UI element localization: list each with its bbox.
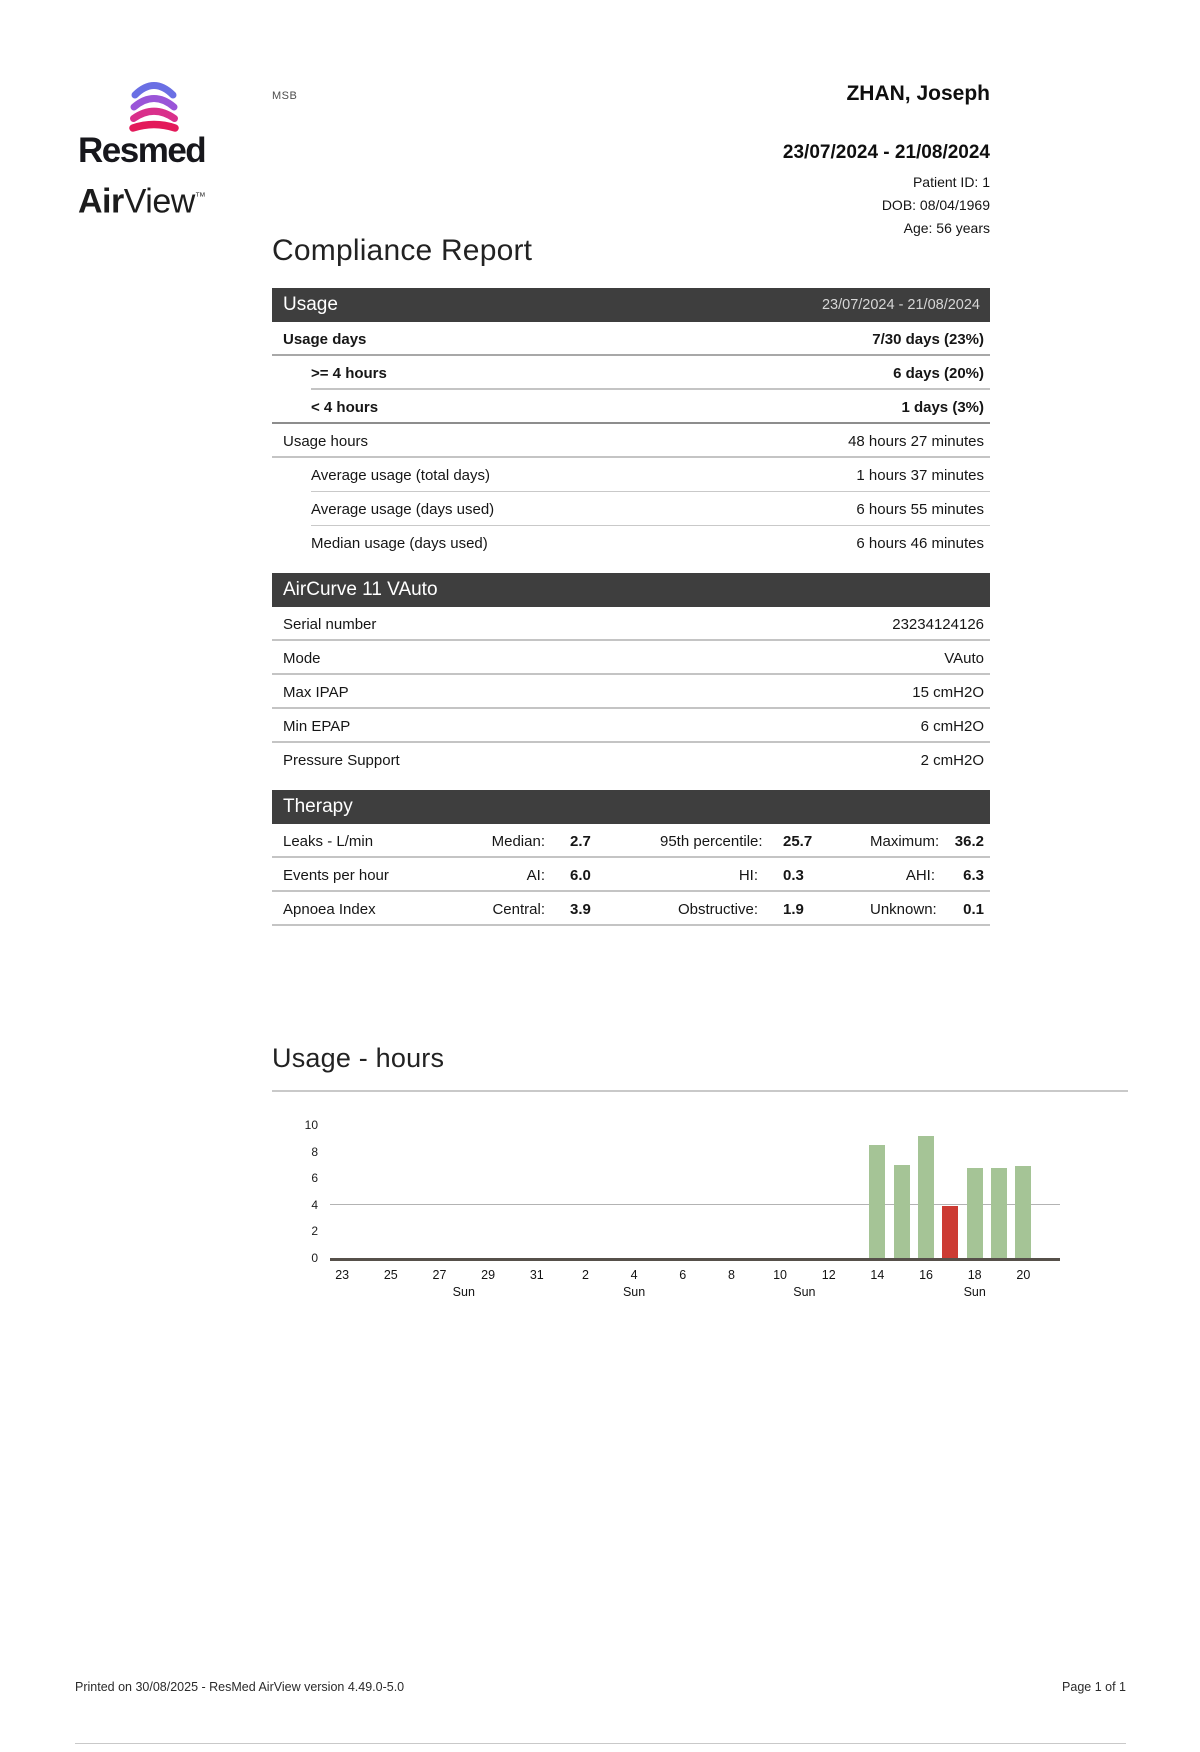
stat-key: Unknown: bbox=[870, 900, 937, 918]
weekday-label bbox=[403, 1285, 427, 1299]
table-row-max-ipap bbox=[272, 675, 990, 709]
chart-day-slot bbox=[427, 1125, 451, 1258]
weekday-label bbox=[1036, 1285, 1060, 1299]
therapy-section-header bbox=[272, 790, 990, 824]
weekday-label bbox=[330, 1285, 354, 1299]
x-axis-slot bbox=[403, 1268, 427, 1299]
stat-value: 36.2 bbox=[954, 832, 984, 850]
weekday-label bbox=[719, 1285, 743, 1299]
usage-chart-plot-column bbox=[330, 1125, 1060, 1299]
page-number: Page 1 of 1 bbox=[1062, 1680, 1126, 1694]
x-tick-label: 31 bbox=[529, 1268, 544, 1282]
stat-key: Central: bbox=[492, 900, 545, 918]
chart-day-slot bbox=[354, 1125, 378, 1258]
usage-section-header bbox=[272, 288, 990, 322]
x-axis-slot bbox=[695, 1268, 719, 1299]
x-tick-label: 6 bbox=[679, 1268, 687, 1282]
row-label: Median usage (days used) bbox=[311, 534, 488, 552]
row-label: < 4 hours bbox=[311, 398, 379, 416]
chart-day-slot bbox=[403, 1125, 427, 1258]
chart-day-slot bbox=[963, 1125, 987, 1258]
x-tick-label: 12 bbox=[821, 1268, 836, 1282]
stat-value: 0.1 bbox=[963, 900, 984, 918]
row-value: 15 cmH2O bbox=[912, 683, 984, 701]
x-axis-slot bbox=[573, 1268, 597, 1299]
x-axis-slot bbox=[354, 1268, 378, 1299]
chart-day-slot bbox=[622, 1125, 646, 1258]
table-row-usage-days bbox=[272, 322, 990, 356]
x-tick-label: 25 bbox=[383, 1268, 398, 1282]
usage-chart-plot bbox=[330, 1125, 1060, 1261]
y-tick-label: 0 bbox=[311, 1251, 318, 1265]
x-axis-slot bbox=[841, 1268, 865, 1299]
x-tick-label: 18 bbox=[967, 1268, 982, 1282]
weekday-label bbox=[573, 1285, 597, 1299]
usage-bar bbox=[1015, 1166, 1031, 1258]
chart-day-slot bbox=[841, 1125, 865, 1258]
stat-key: AI: bbox=[526, 866, 545, 884]
stat-key: HI: bbox=[738, 866, 758, 884]
row-label: Max IPAP bbox=[283, 683, 349, 701]
x-tick-label: 8 bbox=[727, 1268, 735, 1282]
weekday-label bbox=[768, 1285, 792, 1299]
weekday-label bbox=[354, 1285, 378, 1299]
weekday-label bbox=[695, 1285, 719, 1299]
printed-info: Printed on 30/08/2025 - ResMed AirView version 4.49.0-5.0 bbox=[75, 1680, 405, 1694]
patient-name: ZHAN, Joseph bbox=[846, 82, 990, 105]
x-tick-label: 14 bbox=[870, 1268, 885, 1282]
row-label: Mode bbox=[283, 649, 321, 667]
stat-value: 2.7 bbox=[570, 832, 591, 850]
x-axis-slot bbox=[500, 1268, 524, 1299]
airview-view: View bbox=[123, 182, 195, 221]
stat-key: Maximum: bbox=[870, 832, 940, 850]
table-row-usage-hours bbox=[272, 424, 990, 458]
chart-day-slot bbox=[573, 1125, 597, 1258]
chart-day-slot bbox=[476, 1125, 500, 1258]
chart-day-slot bbox=[500, 1125, 524, 1258]
row-label: Average usage (total days) bbox=[311, 466, 490, 484]
row-label: Usage hours bbox=[283, 432, 369, 450]
weekday-label: Sun bbox=[452, 1285, 475, 1299]
table-row-serial-number bbox=[272, 607, 990, 641]
chart-title-rule bbox=[272, 1090, 1128, 1092]
y-tick-label: 2 bbox=[311, 1224, 318, 1239]
weekday-label bbox=[427, 1285, 451, 1299]
row-value: 1 days (3%) bbox=[901, 398, 984, 416]
table-row-ge-4-hours bbox=[272, 356, 990, 390]
x-tick-label: 29 bbox=[481, 1268, 496, 1282]
patient-block bbox=[783, 82, 990, 236]
usage-bar bbox=[894, 1165, 910, 1258]
row-value: VAuto bbox=[944, 649, 984, 667]
patient-id: Patient ID: 1 bbox=[912, 174, 990, 190]
x-axis-slot bbox=[622, 1268, 646, 1299]
weekday-label bbox=[671, 1285, 695, 1299]
report-date-range: 23/07/2024 - 21/08/2024 bbox=[782, 142, 990, 163]
chart-day-slot bbox=[549, 1125, 573, 1258]
stat-key: Median: bbox=[491, 832, 545, 850]
weekday-label: Sun bbox=[793, 1285, 816, 1299]
table-row-events-per-hour bbox=[272, 858, 990, 892]
weekday-label: Sun bbox=[622, 1285, 646, 1299]
device-section-title: AirCurve 11 VAuto bbox=[283, 579, 438, 600]
x-tick-label bbox=[403, 1268, 427, 1282]
resmed-logo-icon bbox=[122, 80, 186, 132]
row-label: Apnoea Index bbox=[283, 900, 376, 918]
chart-day-slot bbox=[890, 1125, 914, 1258]
weekday-label bbox=[938, 1285, 962, 1299]
device-section-header bbox=[272, 573, 990, 607]
usage-hours-section bbox=[272, 1040, 1128, 1299]
row-value: 6 hours 46 minutes bbox=[856, 534, 984, 552]
x-axis-slot bbox=[865, 1268, 889, 1299]
usage-bar bbox=[869, 1145, 885, 1258]
usage-chart bbox=[272, 1118, 1128, 1299]
x-tick-label bbox=[598, 1268, 622, 1282]
x-axis-slot bbox=[476, 1268, 500, 1299]
table-row-mode bbox=[272, 641, 990, 675]
row-value: 2 cmH2O bbox=[920, 751, 984, 769]
weekday-label bbox=[841, 1285, 865, 1299]
row-label: Leaks - L/min bbox=[283, 832, 374, 850]
weekday-label bbox=[476, 1285, 500, 1299]
weekday-label bbox=[646, 1285, 670, 1299]
x-axis-slot bbox=[817, 1268, 841, 1299]
chart-title: Usage - hours bbox=[272, 1043, 445, 1073]
chart-day-slot bbox=[671, 1125, 695, 1258]
row-label: Average usage (days used) bbox=[311, 500, 495, 518]
x-axis-slot bbox=[890, 1268, 914, 1299]
row-label: Serial number bbox=[283, 615, 377, 633]
usage-bar bbox=[967, 1168, 983, 1258]
table-row-apnoea-index bbox=[272, 892, 990, 926]
weekday-label bbox=[865, 1285, 889, 1299]
x-axis-slot bbox=[379, 1268, 403, 1299]
row-label: Min EPAP bbox=[283, 717, 351, 735]
x-tick-label: 2 bbox=[581, 1268, 589, 1282]
x-tick-label bbox=[549, 1268, 573, 1282]
table-row-average-usage-total bbox=[272, 458, 990, 492]
x-tick-label: 10 bbox=[773, 1268, 788, 1282]
x-axis-slot bbox=[914, 1268, 938, 1299]
x-tick-label bbox=[1036, 1268, 1060, 1282]
chart-day-slot bbox=[695, 1125, 719, 1258]
weekday-label: Sun bbox=[963, 1285, 986, 1299]
x-axis-slot bbox=[452, 1268, 476, 1299]
stat-key: AHI: bbox=[905, 866, 935, 884]
row-label: Usage days bbox=[283, 330, 367, 348]
usage-bar bbox=[942, 1206, 958, 1258]
trademark-symbol: ™ bbox=[194, 191, 206, 203]
weekday-label bbox=[500, 1285, 524, 1299]
stat-value: 6.3 bbox=[963, 866, 984, 884]
x-tick-label bbox=[500, 1268, 524, 1282]
usage-header-date-range: 23/07/2024 - 21/08/2024 bbox=[821, 297, 980, 313]
stat-value: 25.7 bbox=[783, 832, 813, 850]
x-tick-label bbox=[841, 1268, 865, 1282]
row-value: 6 days (20%) bbox=[893, 364, 984, 382]
x-axis-slot bbox=[646, 1268, 670, 1299]
chart-day-slot bbox=[987, 1125, 1011, 1258]
stat-value: 1.9 bbox=[783, 900, 804, 918]
x-tick-label bbox=[452, 1268, 476, 1282]
airview-wordmark bbox=[78, 180, 230, 221]
stat-value: 3.9 bbox=[570, 900, 591, 918]
x-tick-label bbox=[938, 1268, 962, 1282]
x-tick-label: 27 bbox=[432, 1268, 447, 1282]
y-tick-label: 4 bbox=[311, 1197, 318, 1212]
therapy-section-title: Therapy bbox=[283, 796, 353, 817]
stat-key: Obstructive: bbox=[677, 900, 758, 918]
weekday-label bbox=[744, 1285, 768, 1299]
x-tick-label bbox=[987, 1268, 1011, 1282]
stat-value: 0.3 bbox=[783, 866, 804, 884]
usage-chart-yaxis bbox=[272, 1118, 330, 1265]
y-tick-label: 8 bbox=[311, 1144, 318, 1159]
row-value: 1 hours 37 minutes bbox=[856, 466, 984, 484]
x-axis-slot bbox=[330, 1268, 354, 1299]
chart-day-slot bbox=[379, 1125, 403, 1258]
chart-day-slot bbox=[525, 1125, 549, 1258]
chart-day-slot bbox=[792, 1125, 816, 1258]
chart-day-slot bbox=[938, 1125, 962, 1258]
row-label: >= 4 hours bbox=[311, 364, 387, 382]
stat-value: 6.0 bbox=[570, 866, 591, 884]
msb-label: MSB bbox=[272, 90, 298, 102]
x-axis-slot bbox=[549, 1268, 573, 1299]
table-row-leaks bbox=[272, 824, 990, 858]
weekday-label bbox=[549, 1285, 573, 1299]
y-tick-label: 10 bbox=[304, 1118, 318, 1132]
weekday-label bbox=[598, 1285, 622, 1299]
row-label: Pressure Support bbox=[283, 751, 400, 769]
weekday-label bbox=[1011, 1285, 1035, 1299]
x-axis-slot bbox=[792, 1268, 816, 1299]
weekday-label bbox=[817, 1285, 841, 1299]
x-axis-slot bbox=[768, 1268, 792, 1299]
weekday-label bbox=[525, 1285, 549, 1299]
usage-bar bbox=[991, 1168, 1007, 1258]
table-row-average-usage-used bbox=[272, 492, 990, 526]
x-axis-slot bbox=[963, 1268, 987, 1299]
airview-air: Air bbox=[78, 182, 124, 221]
patient-age: Age: 56 years bbox=[903, 220, 990, 236]
chart-day-slot bbox=[598, 1125, 622, 1258]
x-axis-slot bbox=[1036, 1268, 1060, 1299]
x-axis-slot bbox=[525, 1268, 549, 1299]
chart-day-slot bbox=[744, 1125, 768, 1258]
x-axis-slot bbox=[744, 1268, 768, 1299]
chart-day-slot bbox=[452, 1125, 476, 1258]
chart-day-slot bbox=[1011, 1125, 1035, 1258]
table-row-min-epap bbox=[272, 709, 990, 743]
table-row-median-usage bbox=[272, 526, 990, 560]
page-title: Compliance Report bbox=[272, 234, 533, 267]
x-tick-label: 4 bbox=[630, 1268, 638, 1282]
x-tick-label bbox=[354, 1268, 378, 1282]
usage-bar bbox=[918, 1136, 934, 1258]
report-body bbox=[272, 234, 990, 926]
x-axis-slot bbox=[1011, 1268, 1035, 1299]
row-value: 6 hours 55 minutes bbox=[856, 500, 984, 518]
x-tick-label: 20 bbox=[1016, 1268, 1031, 1282]
table-row-pressure-support bbox=[272, 743, 990, 777]
footer bbox=[75, 1680, 1126, 1694]
usage-chart-xaxis bbox=[330, 1268, 1060, 1299]
row-label: Events per hour bbox=[283, 866, 389, 884]
x-axis-slot bbox=[938, 1268, 962, 1299]
x-axis-slot bbox=[987, 1268, 1011, 1299]
patient-dob: DOB: 08/04/1969 bbox=[881, 197, 990, 213]
chart-day-slot bbox=[719, 1125, 743, 1258]
usage-section-title: Usage bbox=[283, 294, 338, 315]
page-bottom-rule bbox=[75, 1743, 1126, 1744]
x-axis-slot bbox=[598, 1268, 622, 1299]
x-tick-label: 16 bbox=[919, 1268, 933, 1282]
weekday-label bbox=[987, 1285, 1011, 1299]
table-row-lt-4-hours bbox=[272, 390, 990, 424]
x-tick-label bbox=[744, 1268, 768, 1282]
chart-day-slot bbox=[914, 1125, 938, 1258]
resmed-wordmark: Resmed bbox=[78, 131, 206, 170]
x-tick-label bbox=[792, 1268, 816, 1282]
chart-day-slot bbox=[1036, 1125, 1060, 1258]
row-value: 48 hours 27 minutes bbox=[848, 432, 984, 450]
row-value: 23234124126 bbox=[892, 615, 984, 633]
chart-day-slot bbox=[768, 1125, 792, 1258]
chart-day-slot bbox=[817, 1125, 841, 1258]
row-value: 6 cmH2O bbox=[920, 717, 984, 735]
weekday-label bbox=[890, 1285, 914, 1299]
x-axis-slot bbox=[427, 1268, 451, 1299]
weekday-label bbox=[379, 1285, 403, 1299]
weekday-label bbox=[914, 1285, 938, 1299]
x-tick-label: 23 bbox=[335, 1268, 350, 1282]
stat-key: 95th percentile: bbox=[660, 832, 763, 850]
x-tick-label bbox=[695, 1268, 719, 1282]
row-value: 7/30 days (23%) bbox=[872, 330, 984, 348]
x-tick-label bbox=[646, 1268, 670, 1282]
x-axis-slot bbox=[671, 1268, 695, 1299]
brand-block bbox=[78, 80, 230, 221]
chart-day-slot bbox=[330, 1125, 354, 1258]
x-tick-label bbox=[890, 1268, 914, 1282]
y-tick-label: 6 bbox=[311, 1171, 318, 1186]
chart-day-slot bbox=[646, 1125, 670, 1258]
chart-day-slot bbox=[865, 1125, 889, 1258]
x-axis-slot bbox=[719, 1268, 743, 1299]
